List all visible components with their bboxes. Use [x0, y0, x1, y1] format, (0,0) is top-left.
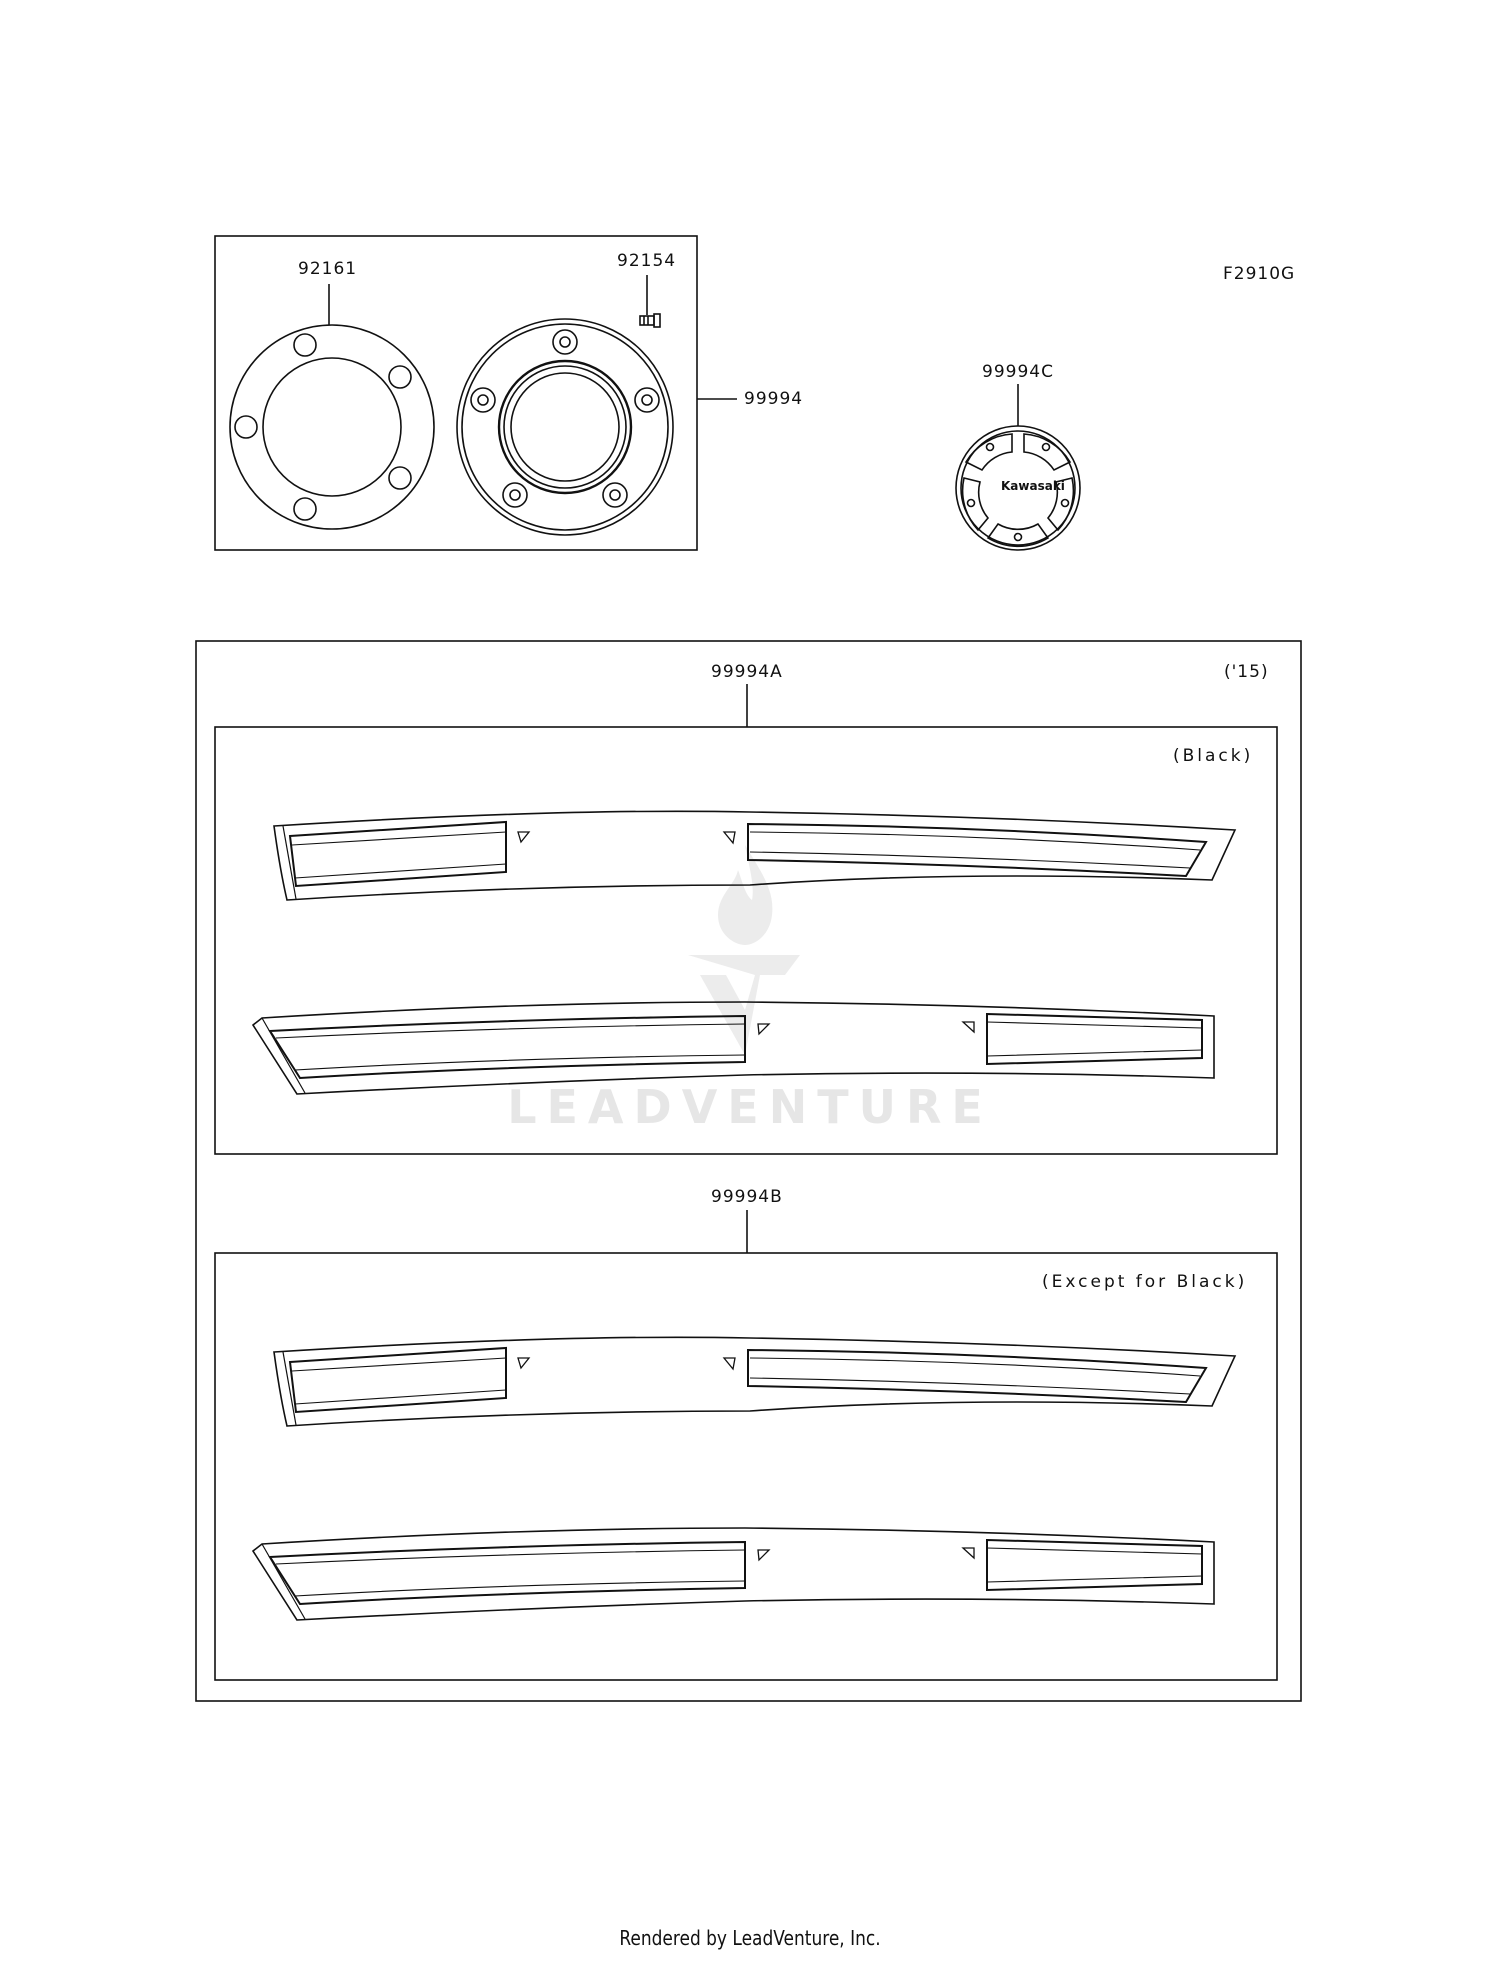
- trim-strip-b-upper: [274, 1337, 1235, 1426]
- callout-99994a: 99994A: [711, 662, 783, 682]
- callout-99994b: 99994B: [711, 1187, 783, 1207]
- callout-99994: 99994: [744, 389, 804, 409]
- watermark-text: LEADVENTURE: [507, 1080, 993, 1134]
- callout-92161: 92161: [298, 259, 358, 279]
- figure-code: F2910G: [1223, 264, 1296, 284]
- trim-strip-b-lower: [253, 1528, 1214, 1620]
- bolt: [640, 314, 660, 327]
- emblem-logo-text: Kawasaki: [1001, 479, 1065, 493]
- callout-99994c: 99994C: [982, 362, 1054, 382]
- trim-kit-outer-frame: [196, 641, 1301, 1701]
- footer-credit: Rendered by LeadVenture, Inc.: [619, 1926, 881, 1950]
- variant-a-note: (Black): [1173, 746, 1254, 766]
- cover-plate: [457, 319, 673, 535]
- callout-92154: 92154: [617, 251, 677, 271]
- gasket-ring: [230, 325, 434, 529]
- model-year-note: ('15): [1224, 662, 1269, 682]
- variant-b-note: (Except for Black): [1042, 1272, 1248, 1292]
- trim-strip-a-lower: [253, 1002, 1214, 1094]
